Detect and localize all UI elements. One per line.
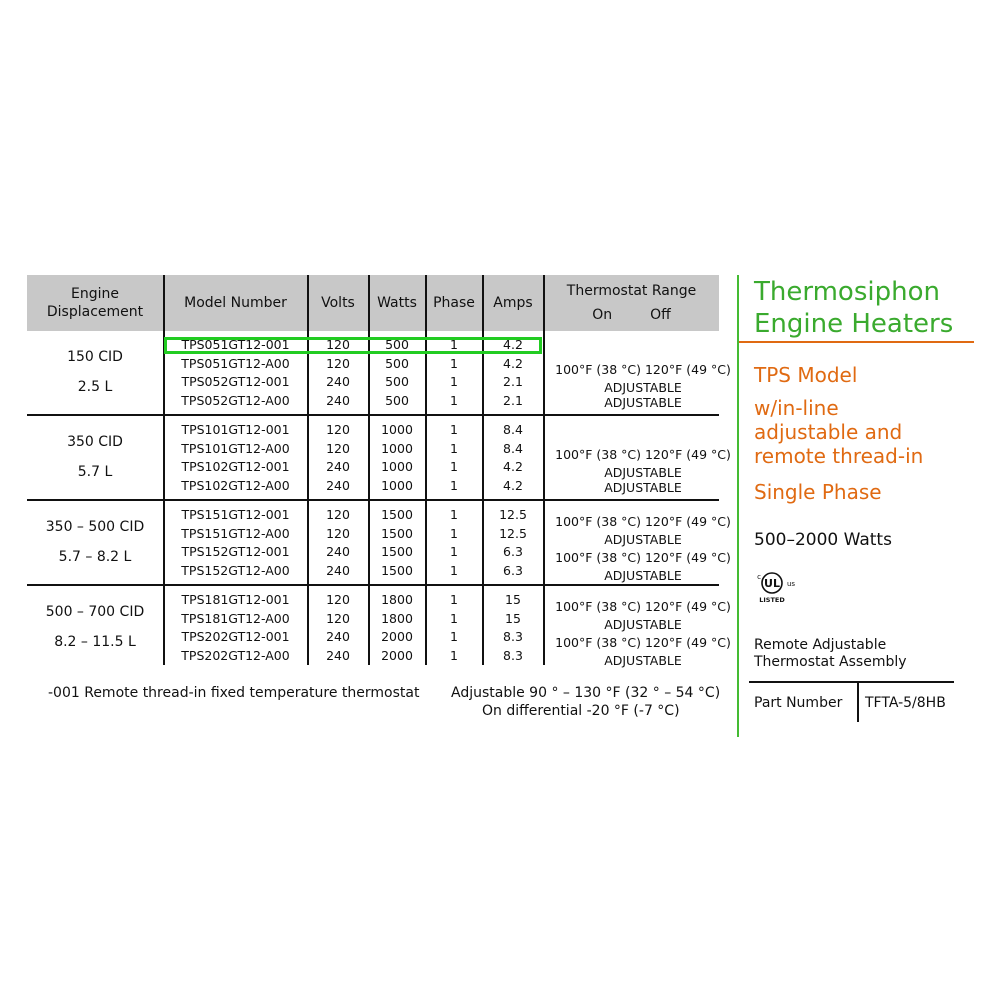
description-line-3: remote thread-in: [754, 444, 924, 468]
group-divider: [27, 414, 719, 416]
assembly-line-2: Thermostat Assembly: [754, 654, 907, 670]
header-watts: Watts: [377, 295, 417, 311]
cell-phase: 1: [450, 629, 458, 644]
cell-watts: 1500: [381, 525, 413, 541]
engine-displacement: 5.7 L: [77, 464, 113, 480]
thermostat-range-text: ADJUSTABLE: [604, 532, 682, 547]
assembly-line-1: Remote Adjustable: [754, 637, 887, 653]
thermostat-range-text: 100°F (38 °C) 120°F (49 °C): [555, 599, 731, 614]
header-phase: Phase: [433, 295, 475, 311]
cell-model-number: TPS101GT12-A00: [181, 440, 290, 456]
cell-phase: 1: [450, 562, 458, 578]
cell-phase: 1: [450, 477, 458, 493]
thermostat-range-text: 100°F (38 °C) 120°F (49 °C): [555, 362, 731, 377]
cell-phase: 1: [450, 374, 458, 389]
cell-amps: 4.2: [503, 459, 523, 474]
cell-model-number: TPS181GT12-001: [181, 592, 290, 607]
cell-volts: 120: [326, 592, 350, 607]
cell-volts: 120: [326, 355, 350, 371]
cell-model-number: TPS181GT12-A00: [181, 610, 290, 626]
header-thermostat-range: Thermostat Range On Off: [566, 283, 697, 323]
cell-model-number: TPS202GT12-001: [181, 629, 290, 644]
cell-amps: 8.3: [503, 647, 523, 663]
fixed-thermostat-note: -001 Remote thread-in fixed temperature thermostat: [48, 685, 420, 701]
cell-volts: 240: [326, 477, 350, 493]
ul-listed-logo: [754, 571, 804, 607]
header-amps: Amps: [493, 295, 533, 311]
cell-phase: 1: [450, 392, 458, 408]
cell-volts: 240: [326, 629, 350, 644]
cell-phase: 1: [450, 592, 458, 607]
cell-volts: 120: [326, 610, 350, 626]
wattage-range: 500–2000 Watts: [754, 530, 892, 550]
cell-watts: 1000: [381, 477, 413, 493]
cell-watts: 1000: [381, 440, 413, 456]
part-number-label: Part Number: [754, 695, 843, 711]
cell-model-number: TPS152GT12-001: [181, 544, 290, 559]
cell-amps: 4.2: [503, 477, 523, 493]
cell-watts: 2000: [381, 629, 413, 644]
cell-watts: 500: [385, 355, 409, 371]
cell-phase: 1: [450, 337, 458, 352]
part-number-rule: [749, 681, 954, 683]
product-title-line-1: Thermosiphon: [754, 277, 940, 307]
cell-volts: 240: [326, 374, 350, 389]
cell-model-number: TPS101GT12-001: [181, 422, 290, 437]
cell-phase: 1: [450, 459, 458, 474]
cell-phase: 1: [450, 507, 458, 522]
group-divider: [27, 499, 719, 501]
engine-displacement: 500 – 700 CID: [45, 604, 145, 620]
cell-phase: 1: [450, 610, 458, 626]
engine-displacement: 150 CID: [67, 349, 123, 365]
title-underline: [739, 341, 974, 343]
cell-amps: 6.3: [503, 544, 523, 559]
engine-displacement: 8.2 – 11.5 L: [54, 634, 136, 650]
svg-text:c: c: [757, 573, 761, 581]
cell-amps: 15: [505, 592, 521, 607]
cell-model-number: TPS151GT12-A00: [181, 525, 290, 541]
cell-phase: 1: [450, 544, 458, 559]
thermostat-range-text: ADJUSTABLE: [604, 395, 682, 410]
cell-watts: 500: [385, 392, 409, 408]
description-line-2: adjustable and: [754, 420, 903, 444]
cell-phase: 1: [450, 422, 458, 437]
cell-amps: 12.5: [499, 507, 527, 522]
cell-watts: 500: [385, 374, 409, 389]
model-name: TPS Model: [754, 363, 858, 387]
cell-watts: 2000: [381, 647, 413, 663]
differential-note: On differential -20 °F (-7 °C): [482, 703, 680, 719]
header-model-number: Model Number: [184, 295, 287, 311]
cell-amps: 15: [505, 610, 521, 626]
cell-watts: 1500: [381, 507, 413, 522]
header-volts: Volts: [321, 295, 355, 311]
cell-watts: 1800: [381, 592, 413, 607]
cell-model-number: TPS052GT12-001: [181, 374, 290, 389]
cell-volts: 240: [326, 544, 350, 559]
cell-model-number: TPS102GT12-A00: [181, 477, 290, 493]
cell-volts: 120: [326, 337, 350, 352]
cell-watts: 1000: [381, 422, 413, 437]
cell-amps: 8.4: [503, 422, 523, 437]
thermostat-range-text: ADJUSTABLE: [604, 617, 682, 632]
thermostat-range-text: ADJUSTABLE: [604, 465, 682, 480]
cell-phase: 1: [450, 525, 458, 541]
cell-watts: 1500: [381, 544, 413, 559]
description-line-1: w/in-line: [754, 396, 839, 420]
cell-volts: 240: [326, 459, 350, 474]
cell-watts: 1800: [381, 610, 413, 626]
thermostat-range-text: 100°F (38 °C) 120°F (49 °C): [555, 514, 731, 529]
cell-volts: 120: [326, 422, 350, 437]
thermostat-range-text: ADJUSTABLE: [604, 480, 682, 495]
thermostat-range-text: ADJUSTABLE: [604, 653, 682, 668]
cell-amps: 2.1: [503, 392, 523, 408]
cell-model-number: TPS202GT12-A00: [181, 647, 290, 663]
phase-label: Single Phase: [754, 480, 882, 504]
cell-amps: 8.4: [503, 440, 523, 456]
cell-model-number: TPS152GT12-A00: [181, 562, 290, 578]
engine-displacement: 350 – 500 CID: [45, 519, 145, 535]
cell-model-number: TPS102GT12-001: [181, 459, 290, 474]
cell-amps: 4.2: [503, 355, 523, 371]
cell-model-number: TPS051GT12-A00: [181, 355, 290, 371]
cell-model-number: TPS051GT12-001: [181, 337, 290, 352]
product-title-line-2: Engine Heaters: [754, 309, 954, 339]
cell-phase: 1: [450, 647, 458, 663]
cell-model-number: TPS052GT12-A00: [181, 392, 290, 408]
cell-volts: 240: [326, 562, 350, 578]
spec-table: [27, 275, 731, 668]
cell-watts: 1500: [381, 562, 413, 578]
cell-volts: 120: [326, 507, 350, 522]
header-on: On: [592, 307, 613, 323]
thermostat-range-text: ADJUSTABLE: [604, 380, 682, 395]
engine-displacement: 350 CID: [67, 434, 123, 450]
cell-volts: 240: [326, 647, 350, 663]
product-sidebar: [737, 275, 989, 737]
cell-amps: 4.2: [503, 337, 523, 352]
svg-text:LISTED: LISTED: [759, 596, 785, 604]
cell-watts: 500: [385, 337, 409, 352]
cell-volts: 120: [326, 525, 350, 541]
cell-amps: 8.3: [503, 629, 523, 644]
cell-phase: 1: [450, 440, 458, 456]
cell-model-number: TPS151GT12-001: [181, 507, 290, 522]
cell-phase: 1: [450, 355, 458, 371]
part-number-divider: [857, 682, 859, 722]
thermostat-range-text: ADJUSTABLE: [604, 568, 682, 583]
engine-displacement: 5.7 – 8.2 L: [58, 549, 132, 565]
cell-volts: 120: [326, 440, 350, 456]
cell-amps: 2.1: [503, 374, 523, 389]
group-divider: [27, 584, 719, 586]
thermostat-range-text: 100°F (38 °C) 120°F (49 °C): [555, 550, 731, 565]
thermostat-range-text: 100°F (38 °C) 120°F (49 °C): [555, 635, 731, 650]
adjustable-range-note: Adjustable 90 ° – 130 °F (32 ° – 54 °C): [451, 685, 721, 701]
engine-displacement: 2.5 L: [77, 379, 113, 395]
header-off: Off: [650, 307, 671, 323]
svg-text:UL: UL: [764, 577, 780, 590]
highlighted-row-outline: [164, 337, 542, 354]
thermostat-range-text: 100°F (38 °C) 120°F (49 °C): [555, 447, 731, 462]
cell-volts: 240: [326, 392, 350, 408]
svg-text:us: us: [787, 580, 796, 588]
cell-amps: 6.3: [503, 562, 523, 578]
cell-amps: 12.5: [499, 525, 527, 541]
part-number-value: TFTA-5/8HB: [865, 695, 946, 711]
header-engine-displacement: Engine Displacement: [46, 286, 144, 320]
cell-watts: 1000: [381, 459, 413, 474]
